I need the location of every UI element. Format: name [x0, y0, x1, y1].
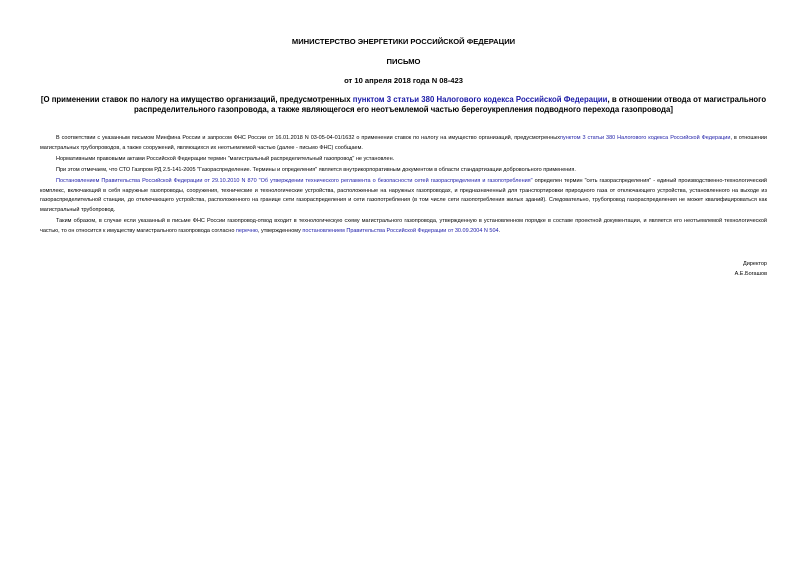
paragraph-5-text-start: Таким образом, в случае если указанный в письме ФНС России газопровод-отвод входит в технологическую схему магистрального газопровода, утвержденную в установленном порядке в составе проектной документации, и является его неотъемлемой технологической частью, то он относится к имуществу магистрального газопровода согласно: [40, 218, 767, 234]
document-body: [40, 134, 767, 238]
paragraph-5-link-resolution-504[interactable]: постановлением Правительства Российской Федерации от 30.09.2004 N 504: [302, 227, 499, 234]
paragraph-4: [40, 177, 767, 216]
paragraph-1-text-start: В соответствии с указанным письмом Минфина России и запросом ФНС России от 16.01.2018 N 03-05-04-01/1632 о применении ставок по налогу на имущество организаций, предусмотренных: [56, 135, 560, 141]
title-link-tax-code[interactable]: пунктом 3 статьи 380 Налогового кодекса Российской Федерации: [352, 95, 608, 104]
signature-position: Директор: [743, 261, 767, 267]
paragraph-5-text-end: .: [498, 227, 501, 234]
paragraph-1: [40, 134, 767, 153]
paragraph-4-text: определен термин "сеть газораспределения" - единый производственно-технологический комплекс, включающий в себя наружные газопроводы, сооружения, технические и технологические устройства, расположенные на наружных газопроводах, и предназначенный для транспортировки природного газа от отключающего устройства, установленного на выходе из газораспределительной станции, до отключающего устройства, расположенного на границе сети газораспределения и сети газопотребления (в том числе сети газопотребления жилых зданий). Следовательно, трубопровод газораспределения не может квалифицироваться как магистральный трубопровод.: [40, 177, 767, 214]
signature-block: [735, 260, 767, 279]
document-date: от 10 апреля 2018 года N 08-423: [344, 76, 463, 85]
paragraph-5: [40, 217, 767, 236]
paragraph-5-text-middle: , утвержденному: [257, 227, 303, 234]
paragraph-5-link-list[interactable]: перечню: [235, 227, 258, 234]
document-type: ПИСЬМО: [386, 57, 421, 66]
paragraph-3: При этом отмечаем, что СТО Газпром РД 2.5-141-2005 "Газораспределение. Термины и определения" является внутрикорпоративным документом в области стандартизации добровольного применения.: [56, 166, 576, 173]
paragraph-4-link-resolution-870[interactable]: Постановлением Правительства Российской Федерации от 29.10.2010 N 870 "Об утверждении технического регламента о безопасности сетей газораспределения и газопотребления": [56, 177, 533, 184]
ministry-name: МИНИСТЕРСТВО ЭНЕРГЕТИКИ РОССИЙСКОЙ ФЕДЕРАЦИИ: [291, 37, 516, 46]
title-text-end: , в отношении отвода от магистрального распределительного газопровода, а также являющегося его неотъемлемой частью берегоукрепления подводного перехода газопровода]: [134, 95, 767, 115]
document-title: [40, 95, 767, 116]
title-text-start: [О применении ставок по налогу на имущество организаций, предусмотренных: [40, 95, 353, 104]
paragraph-1-link-tax-code[interactable]: пунктом 3 статьи 380 Налогового кодекса Российской Федерации: [559, 135, 731, 141]
paragraph-1-text-end: , в отношении магистральных трубопроводов, а также сооружений, являющихся их неотъемлемой частью (далее - письмо ФНС) сообщаем.: [40, 135, 768, 151]
paragraph-2: Нормативными правовыми актами Российской Федерации термин "магистральный распределительный газопровод" не установлен.: [56, 155, 395, 162]
signature-name: А.Е.Богашов: [734, 270, 767, 277]
